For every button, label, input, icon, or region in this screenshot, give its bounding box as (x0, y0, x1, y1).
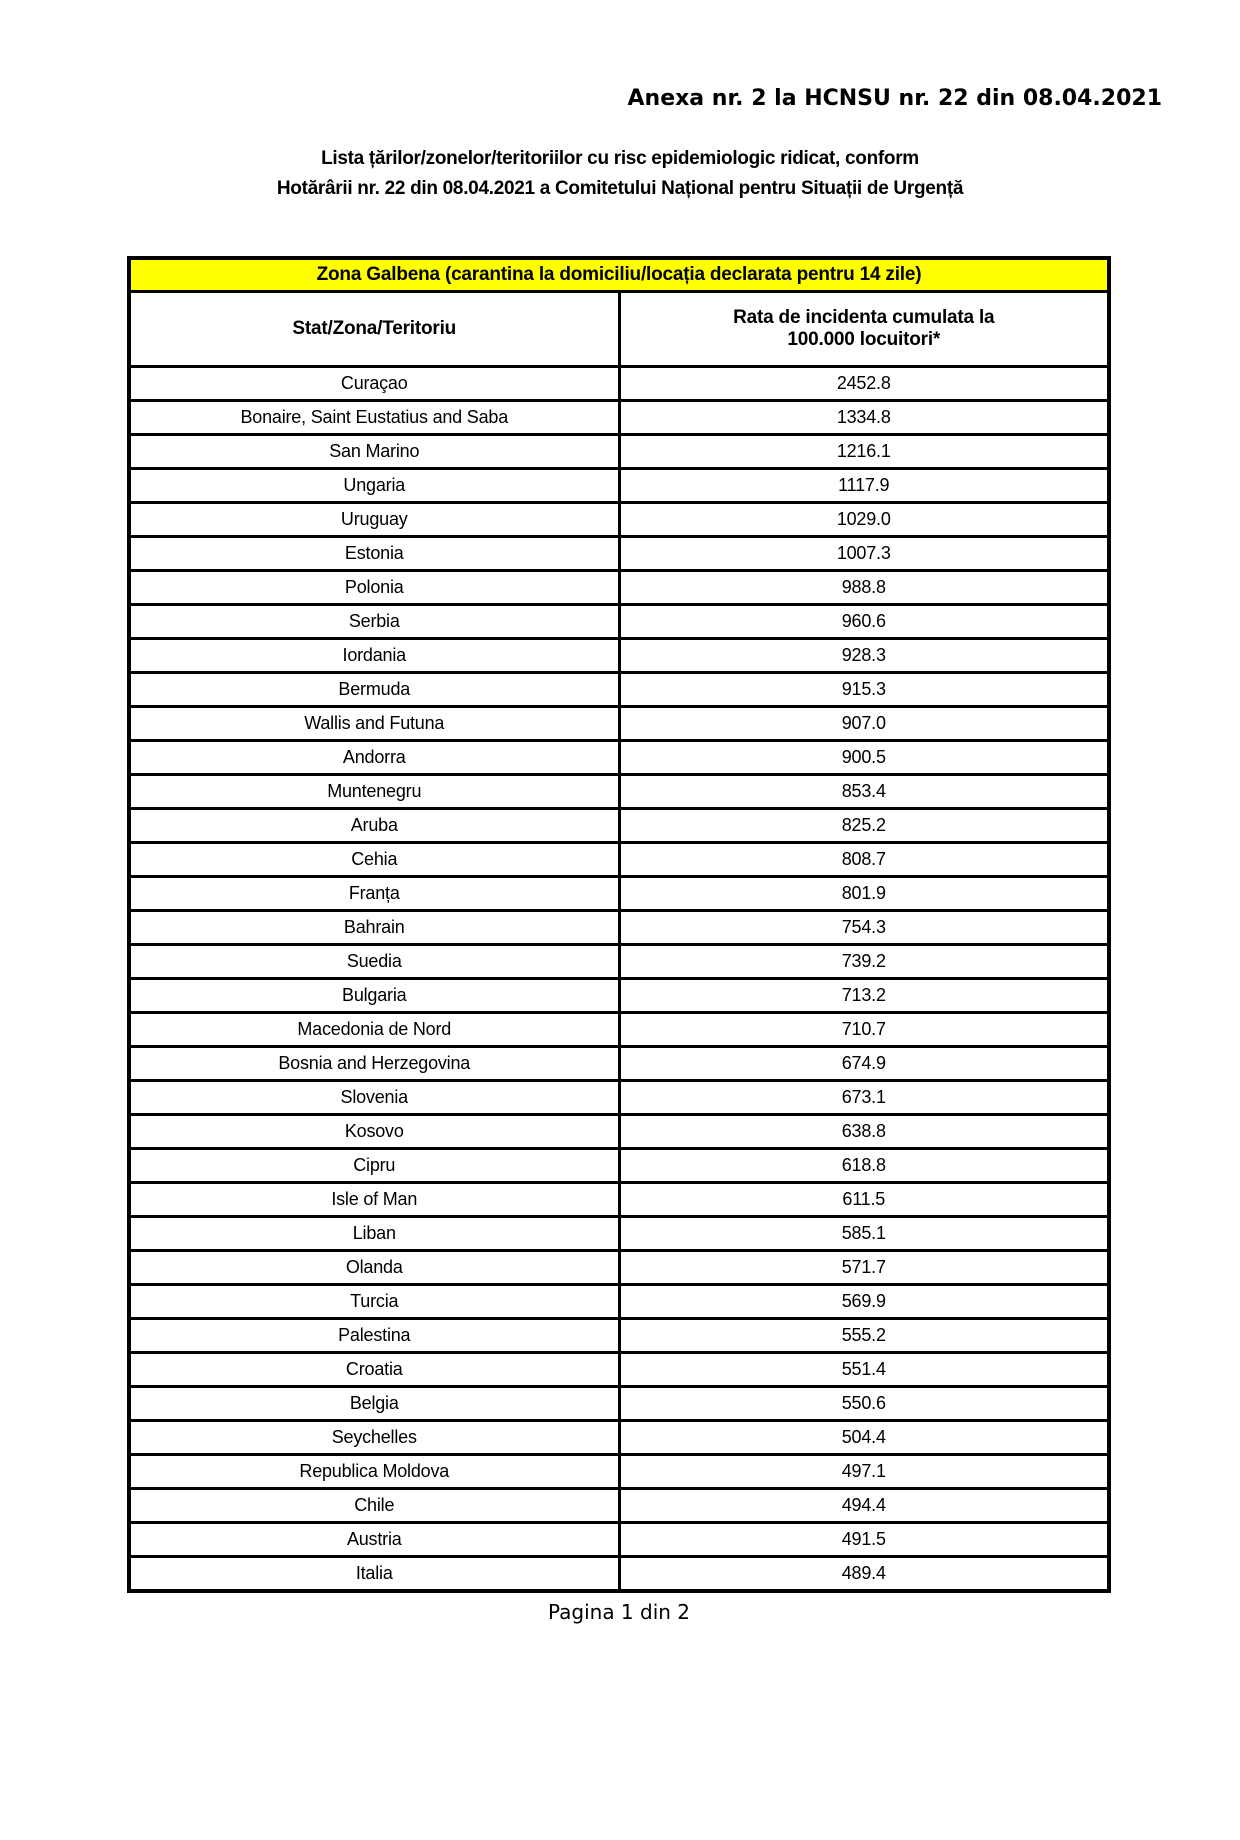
country-cell: Turcia (129, 1285, 619, 1319)
country-cell: Bahrain (129, 911, 619, 945)
rate-cell: 988.8 (619, 571, 1109, 605)
country-cell: Suedia (129, 945, 619, 979)
country-cell: Curaçao (129, 367, 619, 401)
table-row (129, 1387, 1109, 1421)
country-cell: Estonia (129, 537, 619, 571)
table-row (129, 401, 1109, 435)
rate-cell: 808.7 (619, 843, 1109, 877)
country-cell: Cehia (129, 843, 619, 877)
country-cell: Wallis and Futuna (129, 707, 619, 741)
column-header-stat: Stat/Zona/Teritoriu (129, 292, 619, 367)
table-row (129, 843, 1109, 877)
table-row (129, 741, 1109, 775)
country-cell: Chile (129, 1489, 619, 1523)
table-row (129, 1183, 1109, 1217)
country-cell: Polonia (129, 571, 619, 605)
table-row (129, 639, 1109, 673)
rate-cell: 551.4 (619, 1353, 1109, 1387)
country-cell: Republica Moldova (129, 1455, 619, 1489)
rate-cell: 739.2 (619, 945, 1109, 979)
country-cell: Cipru (129, 1149, 619, 1183)
table-row (129, 1421, 1109, 1455)
annex-reference: Anexa nr. 2 la HCNSU nr. 22 din 08.04.2021 (627, 86, 1162, 111)
table-row (129, 605, 1109, 639)
country-cell: Liban (129, 1217, 619, 1251)
rate-cell: 497.1 (619, 1455, 1109, 1489)
rate-cell: 900.5 (619, 741, 1109, 775)
country-cell: Isle of Man (129, 1183, 619, 1217)
rate-cell: 960.6 (619, 605, 1109, 639)
rate-cell: 569.9 (619, 1285, 1109, 1319)
table-row (129, 435, 1109, 469)
rate-cell: 638.8 (619, 1115, 1109, 1149)
rate-cell: 825.2 (619, 809, 1109, 843)
country-cell: San Marino (129, 435, 619, 469)
country-cell: Aruba (129, 809, 619, 843)
country-cell: Muntenegru (129, 775, 619, 809)
country-cell: Palestina (129, 1319, 619, 1353)
rate-cell: 585.1 (619, 1217, 1109, 1251)
country-cell: Belgia (129, 1387, 619, 1421)
zone-header-row (129, 258, 1109, 292)
table-row (129, 1285, 1109, 1319)
rate-cell: 928.3 (619, 639, 1109, 673)
country-cell: Slovenia (129, 1081, 619, 1115)
table-row (129, 571, 1109, 605)
table-row (129, 673, 1109, 707)
country-cell: Franța (129, 877, 619, 911)
country-cell: Seychelles (129, 1421, 619, 1455)
rate-cell: 618.8 (619, 1149, 1109, 1183)
document-title (0, 144, 1240, 204)
table-row (129, 1149, 1109, 1183)
rate-cell: 555.2 (619, 1319, 1109, 1353)
column-header-rata: Rata de incidenta cumulata la 100.000 locuitori* (619, 292, 1109, 367)
table-row (129, 537, 1109, 571)
table-row (129, 1489, 1109, 1523)
table-row (129, 1217, 1109, 1251)
table-row (129, 1455, 1109, 1489)
rate-cell: 1007.3 (619, 537, 1109, 571)
table-row (129, 945, 1109, 979)
page-number: Pagina 1 din 2 (547, 1600, 691, 1624)
rate-cell: 801.9 (619, 877, 1109, 911)
column-header-row (129, 292, 1109, 367)
rate-cell: 489.4 (619, 1557, 1109, 1592)
rate-cell: 674.9 (619, 1047, 1109, 1081)
country-cell: Ungaria (129, 469, 619, 503)
rate-cell: 713.2 (619, 979, 1109, 1013)
table-row (129, 503, 1109, 537)
table-row (129, 1523, 1109, 1557)
table-row (129, 367, 1109, 401)
rate-cell: 504.4 (619, 1421, 1109, 1455)
rate-cell: 710.7 (619, 1013, 1109, 1047)
country-cell: Bulgaria (129, 979, 619, 1013)
table-row (129, 1557, 1109, 1592)
country-cell: Bermuda (129, 673, 619, 707)
table-row (129, 1047, 1109, 1081)
country-cell: Bosnia and Herzegovina (129, 1047, 619, 1081)
rate-cell: 571.7 (619, 1251, 1109, 1285)
country-cell: Bonaire, Saint Eustatius and Saba (129, 401, 619, 435)
country-cell: Macedonia de Nord (129, 1013, 619, 1047)
table-row (129, 877, 1109, 911)
rate-cell: 494.4 (619, 1489, 1109, 1523)
table-body (129, 367, 1109, 1592)
table-row (129, 809, 1109, 843)
rate-cell: 1334.8 (619, 401, 1109, 435)
country-cell: Andorra (129, 741, 619, 775)
document-title-line2: Hotărârii nr. 22 din 08.04.2021 a Comitetului Național pentru Situații de Urgență (276, 178, 964, 199)
table-row (129, 1081, 1109, 1115)
table-row (129, 469, 1109, 503)
rate-cell: 907.0 (619, 707, 1109, 741)
table-row (129, 1013, 1109, 1047)
table-row (129, 911, 1109, 945)
country-cell: Serbia (129, 605, 619, 639)
country-cell: Italia (129, 1557, 619, 1592)
rate-cell: 1029.0 (619, 503, 1109, 537)
zone-header: Zona Galbena (carantina la domiciliu/locația declarata pentru 14 zile) (129, 258, 1109, 292)
table-row (129, 1353, 1109, 1387)
incidence-table (127, 256, 1111, 1593)
table-row (129, 775, 1109, 809)
rate-cell: 491.5 (619, 1523, 1109, 1557)
country-cell: Olanda (129, 1251, 619, 1285)
country-cell: Croatia (129, 1353, 619, 1387)
country-cell: Uruguay (129, 503, 619, 537)
rate-cell: 2452.8 (619, 367, 1109, 401)
rate-cell: 915.3 (619, 673, 1109, 707)
country-cell: Iordania (129, 639, 619, 673)
rate-cell: 754.3 (619, 911, 1109, 945)
country-cell: Austria (129, 1523, 619, 1557)
rate-cell: 611.5 (619, 1183, 1109, 1217)
table-row (129, 1115, 1109, 1149)
document-title-line1: Lista țărilor/zonelor/teritoriilor cu risc epidemiologic ridicat, conform (321, 148, 919, 169)
rate-cell: 1216.1 (619, 435, 1109, 469)
table-row (129, 707, 1109, 741)
table-row (129, 1319, 1109, 1353)
rate-cell: 673.1 (619, 1081, 1109, 1115)
rate-cell: 550.6 (619, 1387, 1109, 1421)
table-row (129, 979, 1109, 1013)
country-cell: Kosovo (129, 1115, 619, 1149)
table-row (129, 1251, 1109, 1285)
rate-cell: 1117.9 (619, 469, 1109, 503)
rate-cell: 853.4 (619, 775, 1109, 809)
